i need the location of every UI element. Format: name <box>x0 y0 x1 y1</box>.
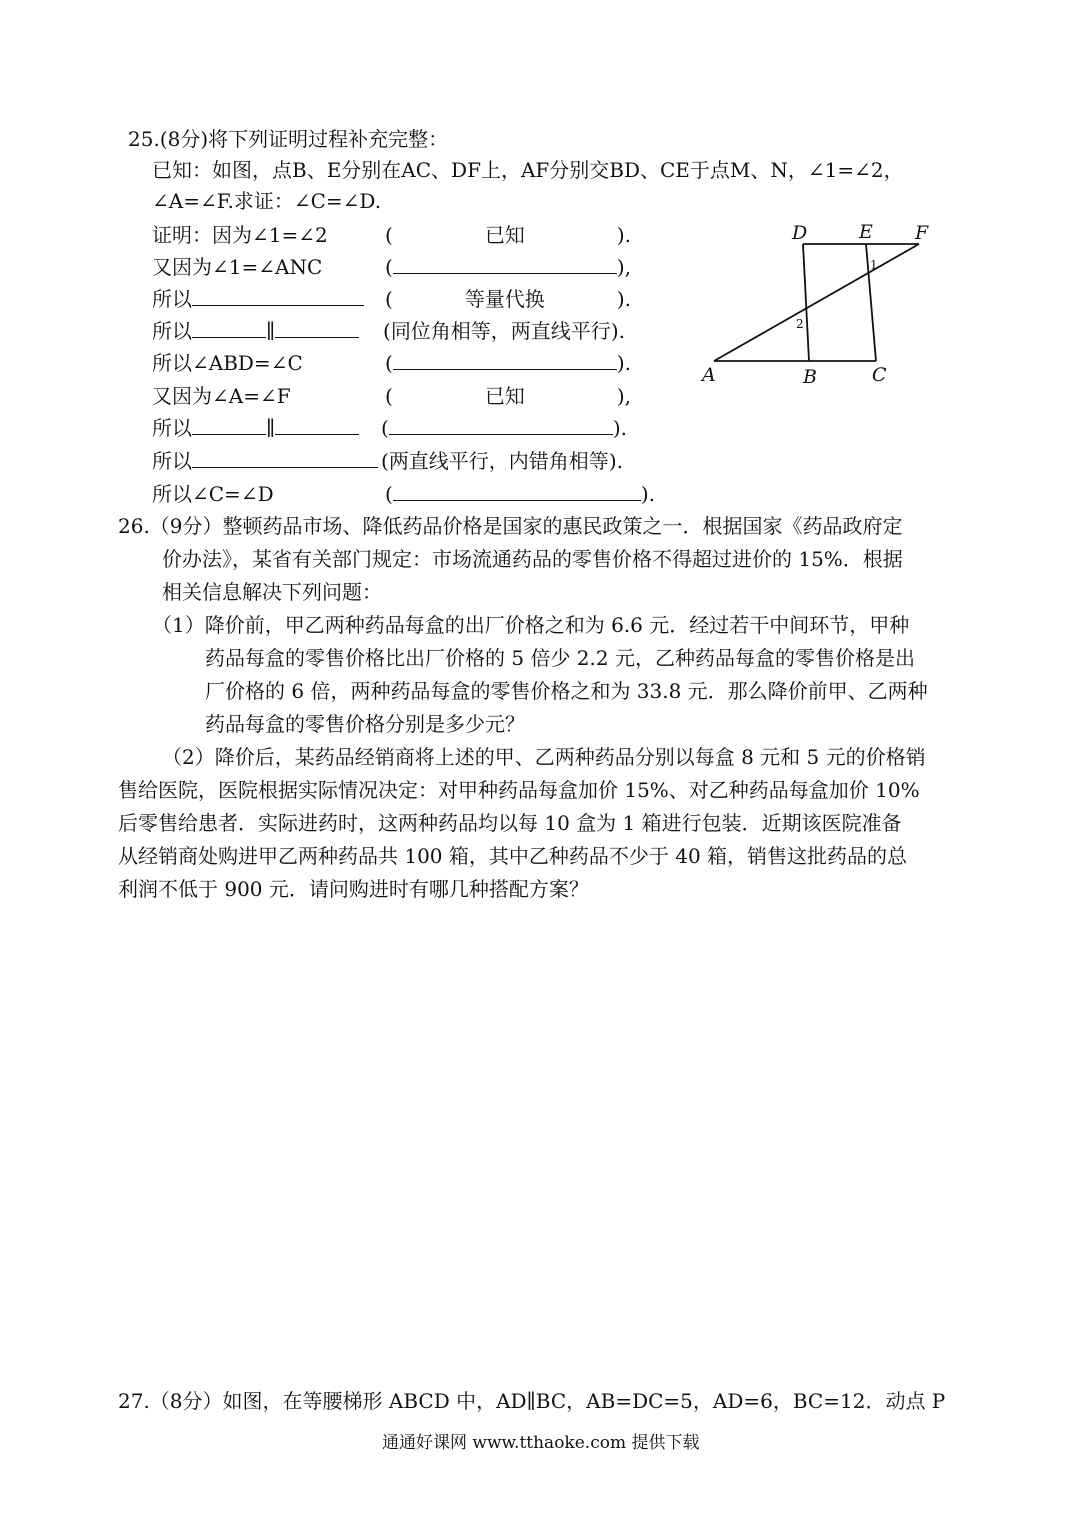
label-d: D <box>792 222 808 244</box>
answer-blank[interactable] <box>389 416 613 435</box>
answer-blank[interactable] <box>393 255 617 274</box>
reason-close: ), <box>616 255 631 279</box>
proof-reason-8: (两直线平行，内错角相等). <box>381 449 623 473</box>
reason-close: ). <box>616 351 631 375</box>
angle-2-label: 2 <box>796 317 804 331</box>
proof-reason-3: ( 等量代换 ). <box>385 287 631 311</box>
answer-blank[interactable] <box>275 319 359 338</box>
parallel-symbol: ∥ <box>266 319 276 343</box>
step-statement: 又因为∠A=∠F <box>152 384 291 408</box>
segment-bd <box>803 244 809 361</box>
label-f: F <box>915 222 929 244</box>
proof-step-5 <box>152 350 303 376</box>
answer-blank[interactable] <box>192 449 378 468</box>
reason-text: 同位角相等，两直线平行 <box>390 319 611 343</box>
reason-close: ). <box>608 449 623 473</box>
q25-given-line1: 已知：如图，点B、E分别在AC、DF上，AF分别交BD、CE于点M、N，∠1=∠2， <box>152 158 904 182</box>
step-statement: 证明：因为∠1=∠2 <box>152 223 328 247</box>
q26-line1: 26.（9分）整顿药品市场、降低药品价格是国家的惠民政策之一．根据国家《药品政府定 <box>118 514 903 538</box>
proof-reason-4: (同位角相等，两直线平行). <box>383 319 625 343</box>
q25-given-line2: ∠A=∠F.求证：∠C=∠D. <box>152 189 382 213</box>
q26-part1-line3: 厂价格的 6 倍，两种药品每盒的零售价格之和为 33.8 元．那么降价前甲、乙两种 <box>205 679 928 703</box>
proof-reason-7: ( ). <box>381 416 627 440</box>
answer-blank[interactable] <box>275 416 359 435</box>
label-e: E <box>859 221 873 243</box>
answer-blank[interactable] <box>192 416 266 435</box>
q26-line3: 相关信息解决下列问题： <box>162 580 382 604</box>
proof-reason-9: ( ). <box>385 482 655 506</box>
page-footer: 通通好课网 www.tthaoke.com 提供下载 <box>382 1433 700 1453</box>
reason-close: ). <box>612 416 627 440</box>
step-statement: 所以 <box>152 416 192 440</box>
segment-af <box>714 244 919 361</box>
proof-step-3 <box>152 286 364 312</box>
q26-line2: 价办法》，某省有关部门规定：市场流通药品的零售价格不得超过进价的 15%．根据 <box>162 547 903 571</box>
reason-close: ). <box>616 223 631 247</box>
label-a: A <box>702 364 716 386</box>
q26-part2-line5: 利润不低于 900 元．请问购进时有哪几种搭配方案？ <box>118 877 589 901</box>
reason-text: 已知 <box>484 384 525 408</box>
answer-blank[interactable] <box>393 351 617 370</box>
answer-blank[interactable] <box>192 287 364 306</box>
proof-reason-1: ( 已知 ). <box>385 223 631 247</box>
q26-part2-line2: 售给医院，医院根据实际情况决定：对甲种药品每盒加价 15%、对乙种药品每盒加价 10% <box>118 778 920 802</box>
proof-step-8 <box>152 448 378 474</box>
step-statement: 又因为∠1=∠ANC <box>152 255 323 279</box>
q26-part2-line3: 后零售给患者．实际进药时，这两种药品均以每 10 盒为 1 箱进行包装．近期该医院准备 <box>118 811 902 835</box>
q26-part1-line1: （1）降价前，甲乙两种药品每盒的出厂价格之和为 6.6 元．经过若干中间环节，甲种 <box>152 613 910 637</box>
reason-close: ), <box>616 384 631 408</box>
proof-step-7 <box>152 415 359 441</box>
label-c: C <box>872 364 887 386</box>
proof-step-1 <box>152 222 328 248</box>
proof-step-9 <box>152 481 274 507</box>
reason-close: ). <box>610 319 625 343</box>
proof-step-6 <box>152 383 291 409</box>
proof-reason-6: ( 已知 ), <box>385 384 631 408</box>
reason-close: ). <box>640 482 655 506</box>
answer-blank[interactable] <box>192 319 266 338</box>
parallel-symbol: ∥ <box>266 416 276 440</box>
q26-part2-line4: 从经销商处购进甲乙两种药品共 100 箱，其中乙种药品不少于 40 箱，销售这批药品的总 <box>118 844 908 868</box>
q26-part1-line4: 药品每盒的零售价格分别是多少元？ <box>205 712 525 736</box>
step-statement: 所以 <box>152 287 192 311</box>
step-statement: 所以∠C=∠D <box>152 482 274 506</box>
step-statement: 所以 <box>152 319 192 343</box>
reason-text: 已知 <box>484 223 525 247</box>
reason-close: ). <box>616 287 631 311</box>
proof-reason-5: ( ). <box>385 351 631 375</box>
q27-line1: 27.（8分）如图，在等腰梯形 ABCD 中，AD∥BC，AB=DC=5，AD=6，BC=12．动点 P <box>118 1389 946 1413</box>
reason-text: 两直线平行，内错角相等 <box>388 449 609 473</box>
q25-title: 25.(8分)将下列证明过程补充完整： <box>128 127 449 151</box>
q26-part2-line1: （2）降价后，某药品经销商将上述的甲、乙两种药品分别以每盒 8 元和 5 元的价格销 <box>162 745 926 769</box>
answer-blank[interactable] <box>393 482 641 501</box>
label-b: B <box>803 366 817 388</box>
geometry-figure <box>696 220 946 390</box>
proof-step-4 <box>152 318 359 344</box>
step-statement: 所以 <box>152 449 192 473</box>
reason-text: 等量代换 <box>464 287 545 311</box>
angle-1-label: 1 <box>870 258 878 272</box>
proof-reason-2: ( ), <box>385 255 631 279</box>
q26-part1-line2: 药品每盒的零售价格比出厂价格的 5 倍少 2.2 元，乙种药品每盒的零售价格是出 <box>205 646 915 670</box>
proof-step-2 <box>152 254 322 280</box>
step-statement: 所以∠ABD=∠C <box>152 351 303 375</box>
